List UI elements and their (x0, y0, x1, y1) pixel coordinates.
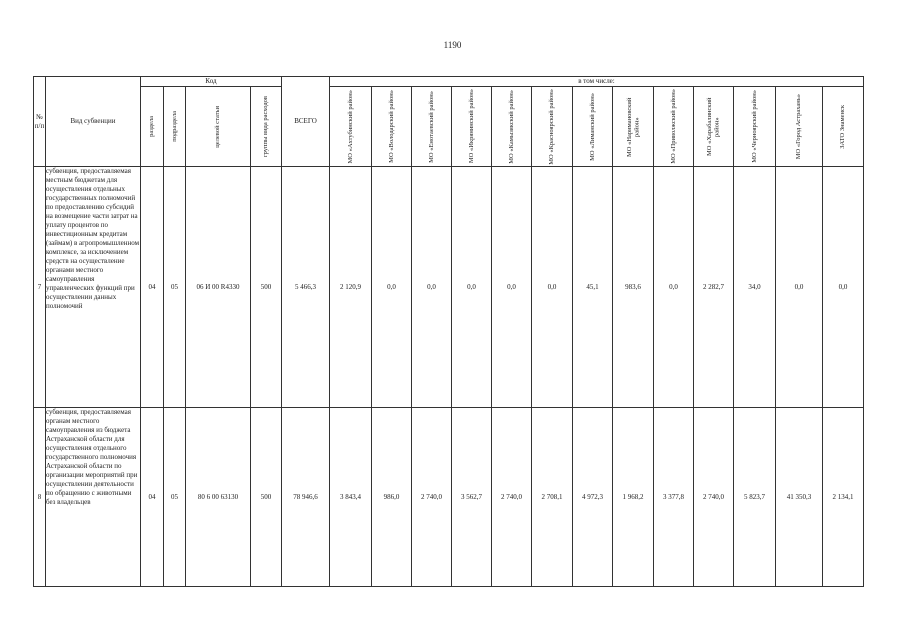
row-value: 41 350,3 (776, 408, 823, 587)
row-expense-group: 500 (251, 408, 282, 587)
row-razdel: 04 (141, 408, 164, 587)
row-value: 0,0 (532, 167, 573, 408)
header-vsego: ВСЕГО (282, 77, 330, 167)
row-target-article: 80 6 00 63130 (186, 408, 251, 587)
header-razdel: раздела (141, 87, 164, 167)
row-value: 3 377,8 (654, 408, 694, 587)
row-value: 0,0 (776, 167, 823, 408)
row-value: 2 740,0 (694, 408, 734, 587)
row-value: 4 972,3 (573, 408, 613, 587)
header-podrazdel: подраздела (164, 87, 186, 167)
row-value: 0,0 (412, 167, 452, 408)
row-razdel: 04 (141, 167, 164, 408)
header-expense-group: группы вида расходов (251, 87, 282, 167)
header-district: ЗАТО Знаменск (823, 87, 864, 167)
header-num: № п/п (34, 77, 46, 167)
page-number: 1190 (443, 40, 462, 50)
header-kod: Код (141, 77, 282, 87)
header-type: Вид субвенции (46, 77, 141, 167)
row-value: 2 740,0 (412, 408, 452, 587)
row-value: 45,1 (573, 167, 613, 408)
row-value: 2 282,7 (694, 167, 734, 408)
row-value: 3 562,7 (452, 408, 492, 587)
row-total: 78 946,6 (282, 408, 330, 587)
header-district: МО «Икрянинский район» (452, 87, 492, 167)
header-district: МО «Черноярский район» (734, 87, 776, 167)
header-target-article: целевой статьи (186, 87, 251, 167)
row-value: 5 823,7 (734, 408, 776, 587)
row-value: 1 968,2 (613, 408, 654, 587)
header-district: МО «Город Астрахань» (776, 87, 823, 167)
row-description: субвенция, предоставляемая органам местного самоуправления из бюджета Астраханской области для осуществления отдельного государственного полномочия Астраханской области по организации мероприятий при осуществлении деятельности по обращению с животными без владельцев (46, 408, 141, 587)
row-num: 7 (34, 167, 46, 408)
header-district: МО «Лиманский район» (573, 87, 613, 167)
header-district: МО «Камызякский район» (492, 87, 532, 167)
row-value: 0,0 (823, 167, 864, 408)
header-district: МО «Наримановский район» (613, 87, 654, 167)
header-district: МО «Енотаевский район» (412, 87, 452, 167)
row-value: 34,0 (734, 167, 776, 408)
row-value: 0,0 (492, 167, 532, 408)
row-value: 0,0 (372, 167, 412, 408)
row-value: 0,0 (452, 167, 492, 408)
row-num: 8 (34, 408, 46, 587)
row-value: 2 708,1 (532, 408, 573, 587)
row-value: 3 843,4 (330, 408, 372, 587)
row-value: 2 740,0 (492, 408, 532, 587)
header-district: МО «Красноярский район» (532, 87, 573, 167)
table-row (34, 408, 864, 587)
header-district: МО «Володарский район» (372, 87, 412, 167)
row-description: субвенция, предоставляемая местным бюджетам для осуществления отдельных государственных полномочий по предоставлению субсидий на возмещение части затрат на уплату процентов по инвестиционным кредитам (займам) в агропромышленном комплексе, за исключением средств на осуществление органами местного самоуправления управленческих функций при осуществлении данных полномочий (46, 167, 141, 408)
row-total: 5 466,3 (282, 167, 330, 408)
row-value: 0,0 (654, 167, 694, 408)
header-district: МО «Харабалинский район» (694, 87, 734, 167)
row-expense-group: 500 (251, 167, 282, 408)
row-podrazdel: 05 (164, 167, 186, 408)
table-row (34, 167, 864, 408)
row-value: 986,0 (372, 408, 412, 587)
row-value: 983,6 (613, 167, 654, 408)
row-value: 2 134,1 (823, 408, 864, 587)
row-podrazdel: 05 (164, 408, 186, 587)
subvention-table (33, 76, 864, 587)
header-district: МО «Приволжский район» (654, 87, 694, 167)
header-v-tom-chisle: в том числе: (330, 77, 864, 87)
row-target-article: 06 И 00 R4330 (186, 167, 251, 408)
row-value: 2 120,9 (330, 167, 372, 408)
header-district: МО «Ахтубинский район» (330, 87, 372, 167)
